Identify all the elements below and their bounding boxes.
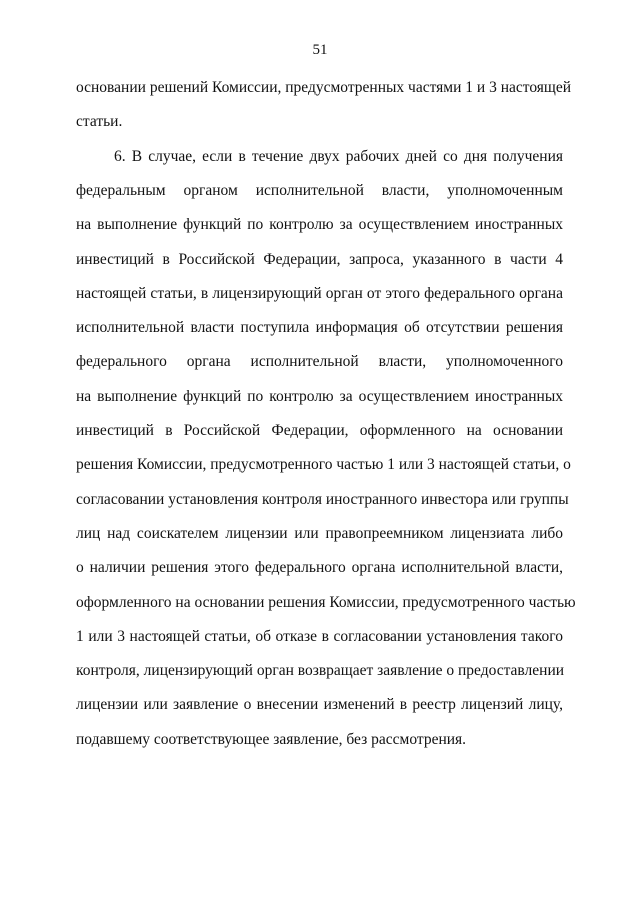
- text-line: лиц над соискателем лицензии или правопреемником лицензиата либо: [76, 524, 563, 542]
- text-line: оформленного на основании решения Комиссии, предусмотренного частью: [76, 593, 576, 611]
- text-line: о наличии решения этого федерального органа исполнительной власти,: [76, 559, 563, 577]
- text-line: инвестиций в Российской Федерации, оформленного на основании: [76, 422, 563, 439]
- text-line: федеральным органом исполнительной власти, уполномоченным: [76, 181, 563, 199]
- text-line: настоящей статьи, в лицензирующий орган от этого федерального органа: [76, 284, 563, 302]
- text-line: 1 или 3 настоящей статьи, об отказе в согласовании установления такого: [76, 627, 563, 645]
- text-line: подавшему соответствующее заявление, без рассмотрения.: [76, 730, 467, 748]
- text-line: федерального органа исполнительной власти, уполномоченного: [76, 353, 563, 371]
- text-line: на выполнение функций по контролю за осуществлением иностранных: [76, 387, 563, 405]
- text-line: 6. В случае, если в течение двух рабочих дней со дня получения: [114, 147, 563, 165]
- text-line: контроля, лицензирующий орган возвращает заявление о предоставлении: [76, 662, 565, 680]
- text-line: согласовании установления контроля иностранного инвестора или группы: [76, 490, 569, 508]
- text-line: лицензии или заявление о внесении изменений в реестр лицензий лицу,: [76, 696, 563, 714]
- text-line: инвестиций в Российской Федерации, запроса, указанного в части 4: [76, 250, 563, 268]
- page-number: 51: [312, 42, 328, 58]
- text-line: решения Комиссии, предусмотренного частью 1 или 3 настоящей статьи, о: [76, 456, 571, 474]
- text-line: исполнительной власти поступила информация об отсутствии решения: [76, 319, 563, 337]
- text-line: статьи.: [76, 113, 123, 131]
- text-line: основании решений Комиссии, предусмотренных частями 1 и 3 настоящей: [76, 79, 572, 96]
- text-line: на выполнение функций по контролю за осуществлением иностранных: [76, 216, 563, 234]
